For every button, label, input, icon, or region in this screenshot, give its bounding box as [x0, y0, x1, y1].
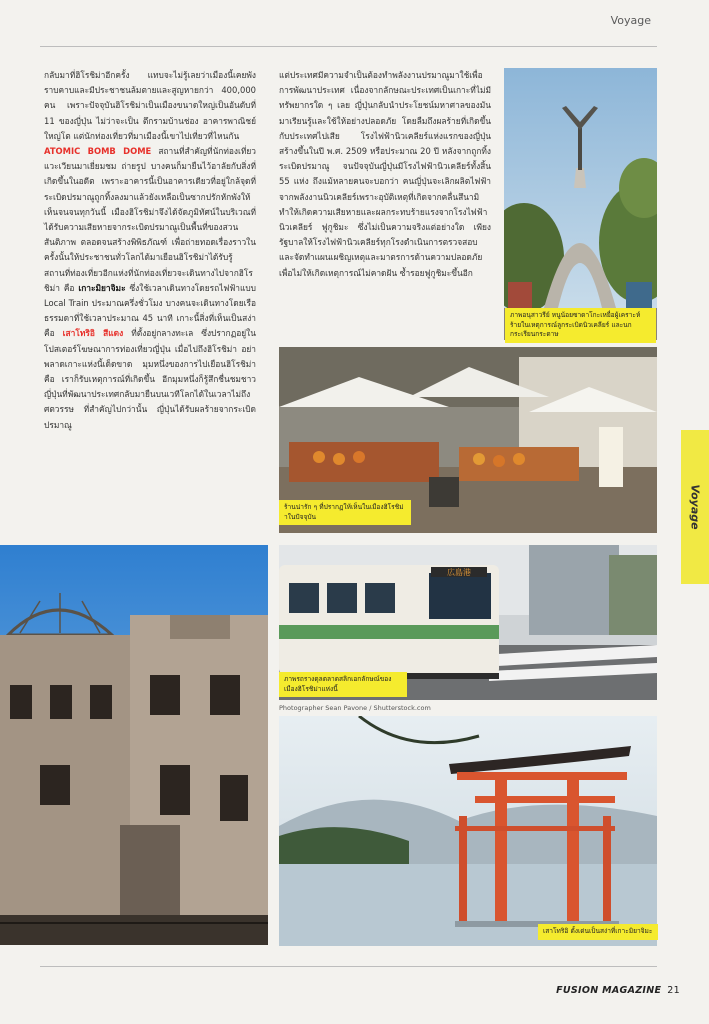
tram-destination-sign: 広島港 [447, 568, 471, 577]
torii-caption: เสาโทริอิ ตั้งเด่นเป็นสง่าที่เกาะมิยาจิมะ [538, 924, 658, 940]
article-column-2 [279, 68, 491, 281]
paragraph-nuclear: แต่ประเทศมีความจำเป็นต้องทำพลังงานปรมาณูมาใช้เพื่อการพัฒนาประเทศ เนื่องจากลักษณะประเทศเป็นเกาะที่ไม่มีทรัพยากรใด ๆ เลย ญี่ปุ่นกลับนำประโยชน์มหาศาลของมันมาเรียนรู้และใช้ให้อย่างปลอดภัย โดยลืมถึงผลร้ายที่เกิดขึ้นกับประเทศไปเสีย โรงไฟฟ้านิวเคลียร์แห่งแรกของญี่ปุ่นสร้างขึ้นในปี พ.ศ. 2509 หรือประมาณ 20 ปี หลังจากถูกทิ้งระเบิดปรมาณู จนปัจจุบันญี่ปุ่นมีโรงไฟฟ้านิวเคลียร์ทั้งสิ้น 55 แห่ง ถึงแม้หลายคนจะบอกว่า คนญี่ปุ่นจะเลิกผลิตไฟฟ้าจากพลังงานนิวเคลียร์เพราะอุบัติเหตุที่เกิดจากคลื่นสึนามิ ทำให้เกิดความเสียหายและผลกระทบร้ายแรงจากโรงไฟฟ้านิวเคลียร์ ฟูกูชิมะ ซึ่งไม่เป็นความจริงแต่อย่างใด เพียงรัฐบาลให้โรงไฟฟ้านิวเคลียร์ทุกโรงดำเนินการตรวจสอบและจัดทำแผนเผชิญเหตุและมาตรการด้านความปลอดภัย เพื่อไม่ให้เกิดเหตุการณ์ไม่คาดฝัน ซ้ำรอยฟูกูชิมะขึ้นอีก [279, 70, 491, 278]
article-column-1 [44, 68, 256, 433]
miyajima-torii-photo [279, 716, 657, 946]
bottom-divider [40, 966, 657, 967]
page-number: 21 [667, 985, 680, 996]
section-header: Voyage [610, 14, 651, 27]
side-tab-label: Voyage [688, 484, 702, 530]
atomic-bomb-dome-photo [0, 545, 268, 945]
section-side-tab [681, 430, 709, 584]
paragraph-intro: กลับมาที่ฮิโรชิม่าอีกครั้ง แทบจะไม่รู้เลยว่าเมืองนี้เคยพังราบคาบและมีประชาชนล้มตายและสูญหายกว่า 400,000 คน เพราะปัจจุบันฮิโรชิม่าเป็นเมืองขนาดใหญ่เป็นอันดับที่ 11 ของญี่ปุ่น ไม่ว่าจะเป็น ตึกรามบ้านช่อง อาคารพาณิชย์ใหญ่โต แต่นักท่องเที่ยวที่มาเมืองนี้เขาไปเที่ยวที่ไหนกัน [44, 70, 256, 141]
tram-caption: ภาพรถรางดุลตลาดสลิกเอกลักษณ์ของเมืองฮิโรชิม่าแห่งนี้ [279, 672, 407, 697]
childrens-peace-monument-photo [504, 68, 657, 340]
page-footer [556, 985, 680, 996]
magazine-name: FUSION MAGAZINE [556, 985, 662, 996]
photo-credit: Photographer Sean Pavone / Shutterstock.com [279, 704, 431, 712]
atomic-bomb-dome-heading: ATOMIC BOMB DOME [44, 146, 152, 157]
paragraph-miyajima: สถานที่ท่องเที่ยวอีกแห่งที่นักท่องเที่ยวจะเดินทางไปจากฮิโรชิม่า คือ เกาะมิยาจิมะ ซึ่งใช้เวลาเดินทางโดยรถไฟฟ้าแบบ Local Train ประมาณครึ่งชั่วโมง บางคนจะเดินทางโดยเรือธรรมดาที่ใช้เวลาประมาณ 45 นาที เกาะนี้สิ่งที่เห็นเป็นสง่าคือ เสาโทริอิ สีแดง ที่ตั้งอยู่กลางทะเล ซึ่งปรากฏอยู่ในโปสเตอร์โฆษณาการท่องเที่ยวญี่ปุ่น เมื่อไปถึงฮิโรชิม่า อย่าพลาดเกาะแห่งนี้เด็ดขาด มุมหนึ่งของการไปเยือนฮิโรชิม่า คือ เราก็รับเหตุการณ์ที่เกิดขึ้น อีกมุมหนึ่งก็รู้สึกชื่นชมชาวญี่ปุ่นที่พัฒนาประเทศกลับมายืนบนเวทีโลกได้ในเวลาไม่ถึงศตวรรษ ที่สำคัญไปกว่านั้น ญี่ปุ่นได้รับผลร้ายจากระเบิดปรมาณู [44, 267, 257, 430]
paragraph-atomic-dome: ATOMIC BOMB DOME สถานที่สำคัญที่นักท่องเที่ยวแวะเวียนมาเยี่ยมชม ถ่ายรูป บางคนก็มายืนไว้อาลัยกับสิ่งที่เกิดขึ้นในอดีต เพราะอาคารนี้เป็นอาคารเดียวที่อยู่ใกล้จุดที่ระเบิดปรมาณูถูกทิ้งลงมาแล้วยังเหลือเป็นซากปรักหักพังให้เห็นจนจนทุกวันนี้ เมืองฮิโรชิม่าจึงได้จัดภูมิทัศน์ในบริเวณที่ได้รับความเสียหายจากระเบิดปรมาณูเป็นพื้นที่ของสวนสันติภาพ ตลอดจนสร้างพิพิธภัณฑ์ เพื่อถ่ายทอดเรื่องราวในครั้งนั้นให้ประชาชนทั่วโลกได้มาเยือนฮิโรชิม่าได้รับรู้ [44, 146, 256, 263]
monument-caption: ภาพอนุสาวรีย์ หนูน้อยซาดาโกะเหยื่อผู้เคราะห์ร้ายในเหตุการณ์ลูกระเบิดนิวเคลียร์ และนกกระเรียนกระดาษ [505, 308, 656, 343]
top-divider [40, 46, 657, 47]
market-caption: ร้านน่ารัก ๆ ที่ปรากฏให้เห็นในเมืองฮิโรชิม่าในปัจจุบัน [279, 500, 411, 525]
